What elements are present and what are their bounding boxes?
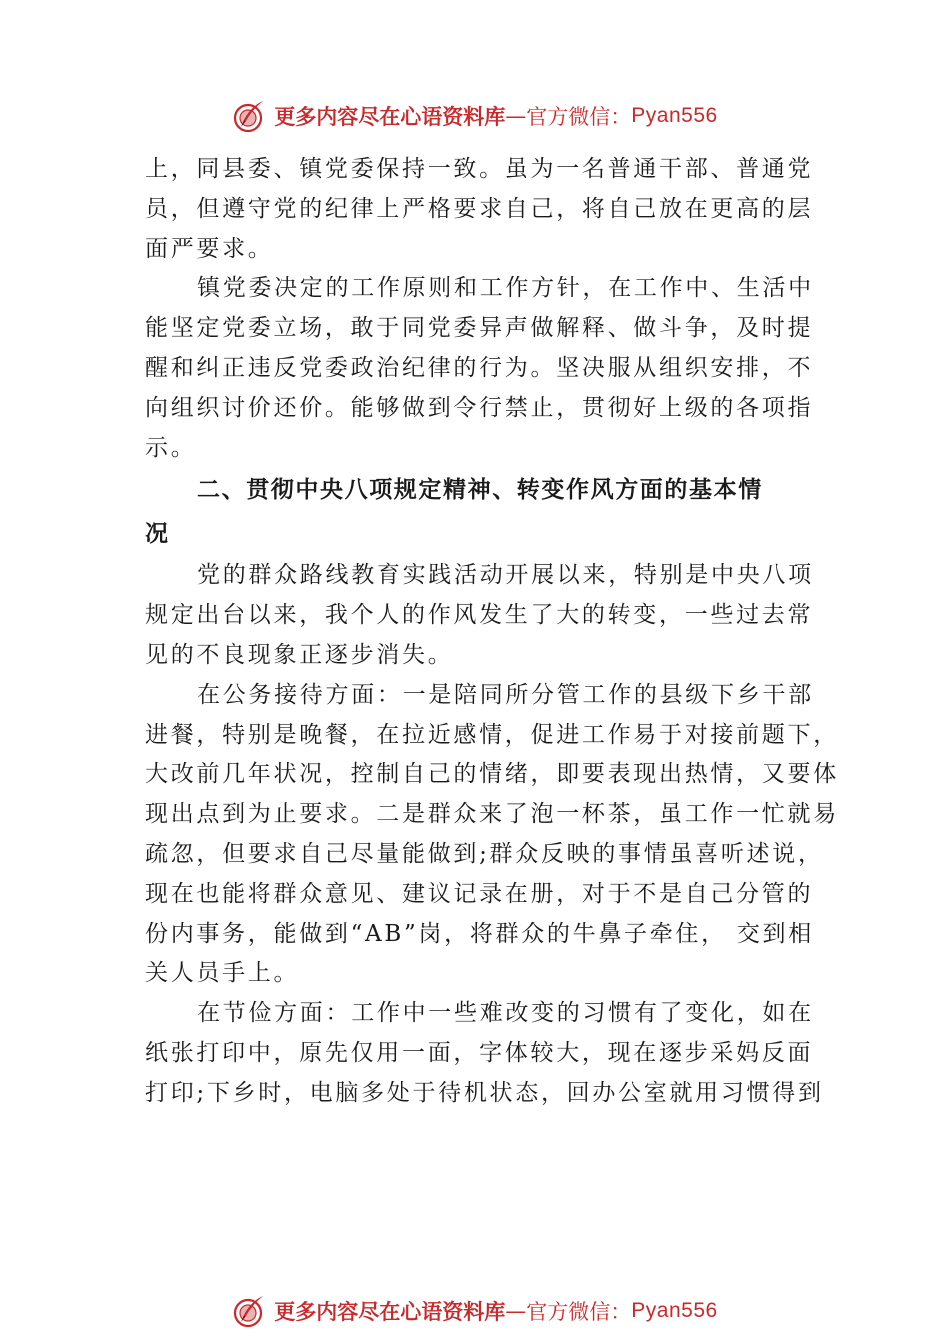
- text-line: 在节俭方面：工作中一些难改变的习惯有了变化，如在: [197, 1000, 814, 1027]
- text-line: 现在也能将群众意见、建议记录在册，对于不是自己分管的: [145, 880, 814, 907]
- quill-pen-icon: [232, 1293, 268, 1329]
- quill-pen-icon: [232, 98, 268, 134]
- text-line: 进餐，特别是晚餐，在拉近感情，促进工作易于对接前题下，: [145, 721, 839, 748]
- separator: —: [505, 104, 527, 128]
- document-body: [145, 150, 839, 1114]
- heading-line: 二、贯彻中央八项规定精神、转变作风方面的基本情: [197, 477, 763, 504]
- separator: —: [505, 1299, 527, 1323]
- section-heading: [145, 468, 815, 556]
- text-line: 份内事务，能做到“AB”岗，将群众的牛鼻子牵住， 交到相: [145, 920, 814, 947]
- text-line: 员，但遵守党的纪律上严格要求自己，将自己放在更高的层: [145, 195, 814, 222]
- paragraph-discipline: [145, 269, 815, 468]
- text-line: 向组织讨价还价。能够做到令行禁止，贯彻好上级的各项指: [145, 394, 814, 421]
- text-line: 上，同县委、镇党委保持一致。虽为一名普通干部、普通党: [145, 156, 814, 182]
- text-line: 党的群众路线教育实践活动开展以来，特别是中央八项: [197, 562, 814, 589]
- paragraph-continuation: [145, 150, 815, 269]
- paragraph-mass-line: [145, 556, 815, 675]
- text-line: 大改前几年状况，控制自己的情绪，即要表现出热情，又要体: [145, 761, 839, 788]
- brand-text: 更多内容尽在心语资料库: [274, 1299, 506, 1324]
- paragraph-frugality: [145, 994, 824, 1113]
- text-line: 在公务接待方面：一是陪同所分管工作的县级下乡干部: [197, 681, 814, 708]
- wechat-account: Pyan556: [631, 1299, 718, 1322]
- text-line: 规定出台以来，我个人的作风发生了大的转变，一些过去常: [145, 602, 814, 629]
- text-line: 示。: [145, 434, 197, 461]
- brand-text: 更多内容尽在心语资料库: [274, 104, 506, 129]
- footer-banner: [0, 1287, 950, 1335]
- text-line: 关人员手上。: [145, 960, 300, 987]
- text-line: 镇党委决定的工作原则和工作方针，在工作中、生活中: [197, 275, 814, 302]
- text-line: 醒和纠正违反党委政治纪律的行为。坚决服从组织安排，不: [145, 354, 814, 381]
- text-line: 现出点到为止要求。二是群众来了泡一杯茶，虽工作一忙就易: [145, 801, 839, 828]
- text-line: 疏忽，但要求自己尽量能做到;群众反映的事情虽喜听述说，: [145, 840, 824, 867]
- official-label: 官方微信：: [526, 1300, 632, 1324]
- text-line: 面严要求。: [145, 235, 274, 262]
- paragraph-reception: [145, 676, 839, 994]
- official-label: 官方微信：: [526, 105, 632, 129]
- text-line: 能坚定党委立场，敢于同党委异声做解释、做斗争，及时提: [145, 315, 814, 342]
- text-line: 见的不良现象正逐步消失。: [145, 641, 454, 668]
- header-banner: [0, 92, 950, 140]
- heading-line: 况: [145, 521, 170, 548]
- text-line: 打印;下乡时，电脑多处于待机状态，回办公室就用习惯得到: [145, 1079, 824, 1106]
- text-line: 纸张打印中，原先仅用一面，字体较大，现在逐步采妈反面: [145, 1039, 814, 1066]
- wechat-account: Pyan556: [631, 104, 718, 127]
